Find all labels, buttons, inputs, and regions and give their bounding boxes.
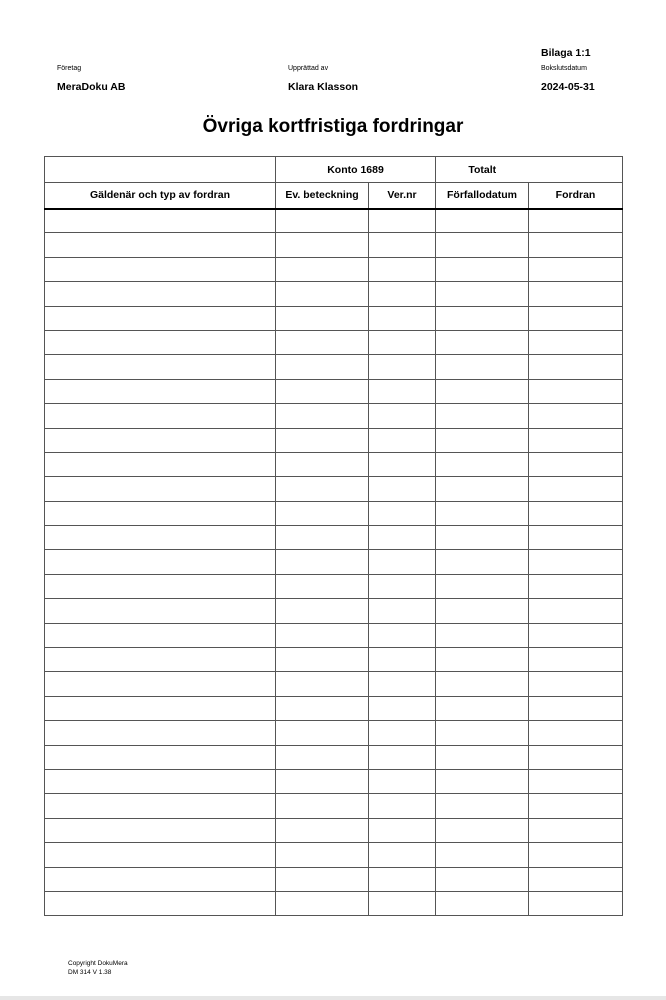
voucher-no-cell xyxy=(369,452,436,476)
receivable-cell xyxy=(529,257,623,281)
designation-cell xyxy=(276,769,369,793)
company-value: MeraDoku AB xyxy=(57,81,126,93)
debtor-cell xyxy=(45,379,276,403)
group-header-total: Totalt xyxy=(436,157,529,183)
designation-cell xyxy=(276,550,369,574)
debtor-cell xyxy=(45,550,276,574)
due-date-cell xyxy=(436,623,529,647)
receivable-cell xyxy=(529,233,623,257)
receivable-cell xyxy=(529,355,623,379)
designation-cell xyxy=(276,404,369,428)
receivable-cell xyxy=(529,501,623,525)
designation-cell xyxy=(276,623,369,647)
table-row xyxy=(45,574,623,598)
table-row xyxy=(45,257,623,281)
debtor-cell xyxy=(45,428,276,452)
debtor-cell xyxy=(45,794,276,818)
designation-cell xyxy=(276,233,369,257)
designation-cell xyxy=(276,306,369,330)
due-date-cell xyxy=(436,452,529,476)
preparer-label: Upprättad av xyxy=(288,65,329,72)
voucher-no-cell xyxy=(369,818,436,842)
page-edge xyxy=(0,996,666,1000)
debtor-cell xyxy=(45,404,276,428)
designation-cell xyxy=(276,526,369,550)
due-date-cell xyxy=(436,648,529,672)
voucher-no-cell xyxy=(369,672,436,696)
debtor-cell xyxy=(45,818,276,842)
due-date-cell xyxy=(436,672,529,696)
debtor-cell xyxy=(45,599,276,623)
table-row xyxy=(45,672,623,696)
receivable-cell xyxy=(529,623,623,647)
table-row xyxy=(45,306,623,330)
designation-cell xyxy=(276,818,369,842)
receivable-cell xyxy=(529,574,623,598)
debtor-cell xyxy=(45,696,276,720)
debtor-cell xyxy=(45,355,276,379)
table-row xyxy=(45,843,623,867)
due-date-cell xyxy=(436,599,529,623)
designation-cell xyxy=(276,648,369,672)
receivable-cell xyxy=(529,721,623,745)
designation-cell xyxy=(276,696,369,720)
due-date-cell xyxy=(436,428,529,452)
voucher-no-cell xyxy=(369,891,436,915)
column-header-debtor: Gäldenär och typ av fordran xyxy=(45,183,276,209)
receivable-cell xyxy=(529,794,623,818)
debtor-cell xyxy=(45,282,276,306)
receivable-cell xyxy=(529,672,623,696)
receivable-cell xyxy=(529,745,623,769)
receivable-cell xyxy=(529,648,623,672)
due-date-cell xyxy=(436,526,529,550)
due-date-cell xyxy=(436,404,529,428)
footer-version: DM 314 V 1.38 xyxy=(68,969,112,976)
voucher-no-cell xyxy=(369,623,436,647)
voucher-no-cell xyxy=(369,867,436,891)
debtor-cell xyxy=(45,769,276,793)
designation-cell xyxy=(276,721,369,745)
group-header-account: Konto 1689 xyxy=(276,157,436,183)
voucher-no-cell xyxy=(369,282,436,306)
table-row xyxy=(45,721,623,745)
designation-cell xyxy=(276,477,369,501)
receivables-table xyxy=(44,156,623,916)
receivable-cell xyxy=(529,428,623,452)
table-row xyxy=(45,794,623,818)
voucher-no-cell xyxy=(369,745,436,769)
footer-copyright: Copyright DokuMera xyxy=(68,960,128,967)
receivable-cell xyxy=(529,867,623,891)
designation-cell xyxy=(276,574,369,598)
debtor-cell xyxy=(45,623,276,647)
column-header-voucher-no: Ver.nr xyxy=(369,183,436,209)
voucher-no-cell xyxy=(369,526,436,550)
footer xyxy=(68,959,128,977)
designation-cell xyxy=(276,501,369,525)
table-row xyxy=(45,452,623,476)
debtor-cell xyxy=(45,867,276,891)
table-row xyxy=(45,477,623,501)
receivable-cell xyxy=(529,404,623,428)
debtor-cell xyxy=(45,891,276,915)
closing-date-value: 2024-05-31 xyxy=(541,81,595,93)
attachment-number: Bilaga 1:1 xyxy=(541,47,591,59)
preparer-value: Klara Klasson xyxy=(288,81,359,93)
designation-cell xyxy=(276,282,369,306)
designation-cell xyxy=(276,891,369,915)
receivable-cell xyxy=(529,843,623,867)
debtor-cell xyxy=(45,745,276,769)
designation-cell xyxy=(276,794,369,818)
voucher-no-cell xyxy=(369,428,436,452)
voucher-no-cell xyxy=(369,501,436,525)
table-row xyxy=(45,428,623,452)
debtor-cell xyxy=(45,526,276,550)
debtor-cell xyxy=(45,843,276,867)
due-date-cell xyxy=(436,501,529,525)
due-date-cell xyxy=(436,721,529,745)
group-header-total-filler xyxy=(529,157,623,183)
receivable-cell xyxy=(529,550,623,574)
group-header-empty xyxy=(45,157,276,183)
debtor-cell xyxy=(45,330,276,354)
designation-cell xyxy=(276,330,369,354)
debtor-cell xyxy=(45,257,276,281)
table-row xyxy=(45,233,623,257)
debtor-cell xyxy=(45,209,276,233)
voucher-no-cell xyxy=(369,477,436,501)
voucher-no-cell xyxy=(369,257,436,281)
due-date-cell xyxy=(436,330,529,354)
document-title: Övriga kortfristiga fordringar xyxy=(202,116,464,137)
receivable-cell xyxy=(529,282,623,306)
voucher-no-cell xyxy=(369,648,436,672)
designation-cell xyxy=(276,379,369,403)
due-date-cell xyxy=(436,794,529,818)
table-row xyxy=(45,330,623,354)
due-date-cell xyxy=(436,867,529,891)
voucher-no-cell xyxy=(369,306,436,330)
voucher-no-cell xyxy=(369,574,436,598)
due-date-cell xyxy=(436,355,529,379)
table-group-header-row xyxy=(45,157,623,183)
voucher-no-cell xyxy=(369,769,436,793)
designation-cell xyxy=(276,209,369,233)
designation-cell xyxy=(276,672,369,696)
debtor-cell xyxy=(45,574,276,598)
due-date-cell xyxy=(436,209,529,233)
debtor-cell xyxy=(45,306,276,330)
voucher-no-cell xyxy=(369,379,436,403)
receivable-cell xyxy=(529,599,623,623)
receivable-cell xyxy=(529,330,623,354)
voucher-no-cell xyxy=(369,696,436,720)
voucher-no-cell xyxy=(369,721,436,745)
voucher-no-cell xyxy=(369,599,436,623)
due-date-cell xyxy=(436,891,529,915)
debtor-cell xyxy=(45,672,276,696)
table-row xyxy=(45,355,623,379)
receivable-cell xyxy=(529,891,623,915)
due-date-cell xyxy=(436,745,529,769)
due-date-cell xyxy=(436,696,529,720)
debtor-cell xyxy=(45,648,276,672)
table-row xyxy=(45,599,623,623)
closing-date-label: Bokslutsdatum xyxy=(541,65,587,72)
debtor-cell xyxy=(45,233,276,257)
table-row xyxy=(45,209,623,233)
designation-cell xyxy=(276,745,369,769)
table-row xyxy=(45,891,623,915)
table-row xyxy=(45,696,623,720)
due-date-cell xyxy=(436,379,529,403)
designation-cell xyxy=(276,452,369,476)
table-row xyxy=(45,550,623,574)
designation-cell xyxy=(276,257,369,281)
voucher-no-cell xyxy=(369,794,436,818)
column-header-designation: Ev. beteckning xyxy=(276,183,369,209)
voucher-no-cell xyxy=(369,550,436,574)
voucher-no-cell xyxy=(369,843,436,867)
debtor-cell xyxy=(45,501,276,525)
due-date-cell xyxy=(436,550,529,574)
due-date-cell xyxy=(436,282,529,306)
due-date-cell xyxy=(436,257,529,281)
designation-cell xyxy=(276,428,369,452)
designation-cell xyxy=(276,355,369,379)
table-row xyxy=(45,648,623,672)
voucher-no-cell xyxy=(369,233,436,257)
debtor-cell xyxy=(45,477,276,501)
table-row xyxy=(45,818,623,842)
due-date-cell xyxy=(436,574,529,598)
receivable-cell xyxy=(529,452,623,476)
due-date-cell xyxy=(436,769,529,793)
receivable-cell xyxy=(529,696,623,720)
table-body xyxy=(45,209,623,916)
voucher-no-cell xyxy=(369,330,436,354)
table-row xyxy=(45,282,623,306)
due-date-cell xyxy=(436,306,529,330)
designation-cell xyxy=(276,843,369,867)
designation-cell xyxy=(276,599,369,623)
table-row xyxy=(45,769,623,793)
receivable-cell xyxy=(529,306,623,330)
debtor-cell xyxy=(45,452,276,476)
voucher-no-cell xyxy=(369,404,436,428)
table-column-header-row xyxy=(45,183,623,209)
table-row xyxy=(45,501,623,525)
table-row xyxy=(45,623,623,647)
table-row xyxy=(45,745,623,769)
receivable-cell xyxy=(529,526,623,550)
column-header-receivable: Fordran xyxy=(529,183,623,209)
voucher-no-cell xyxy=(369,209,436,233)
table-row xyxy=(45,379,623,403)
due-date-cell xyxy=(436,477,529,501)
debtor-cell xyxy=(45,721,276,745)
receivable-cell xyxy=(529,379,623,403)
table-row xyxy=(45,526,623,550)
due-date-cell xyxy=(436,843,529,867)
table-row xyxy=(45,867,623,891)
receivable-cell xyxy=(529,769,623,793)
due-date-cell xyxy=(436,818,529,842)
receivable-cell xyxy=(529,477,623,501)
table-row xyxy=(45,404,623,428)
designation-cell xyxy=(276,867,369,891)
voucher-no-cell xyxy=(369,355,436,379)
receivable-cell xyxy=(529,209,623,233)
company-label: Företag xyxy=(57,65,82,72)
column-header-due-date: Förfallodatum xyxy=(436,183,529,209)
receivable-cell xyxy=(529,818,623,842)
due-date-cell xyxy=(436,233,529,257)
